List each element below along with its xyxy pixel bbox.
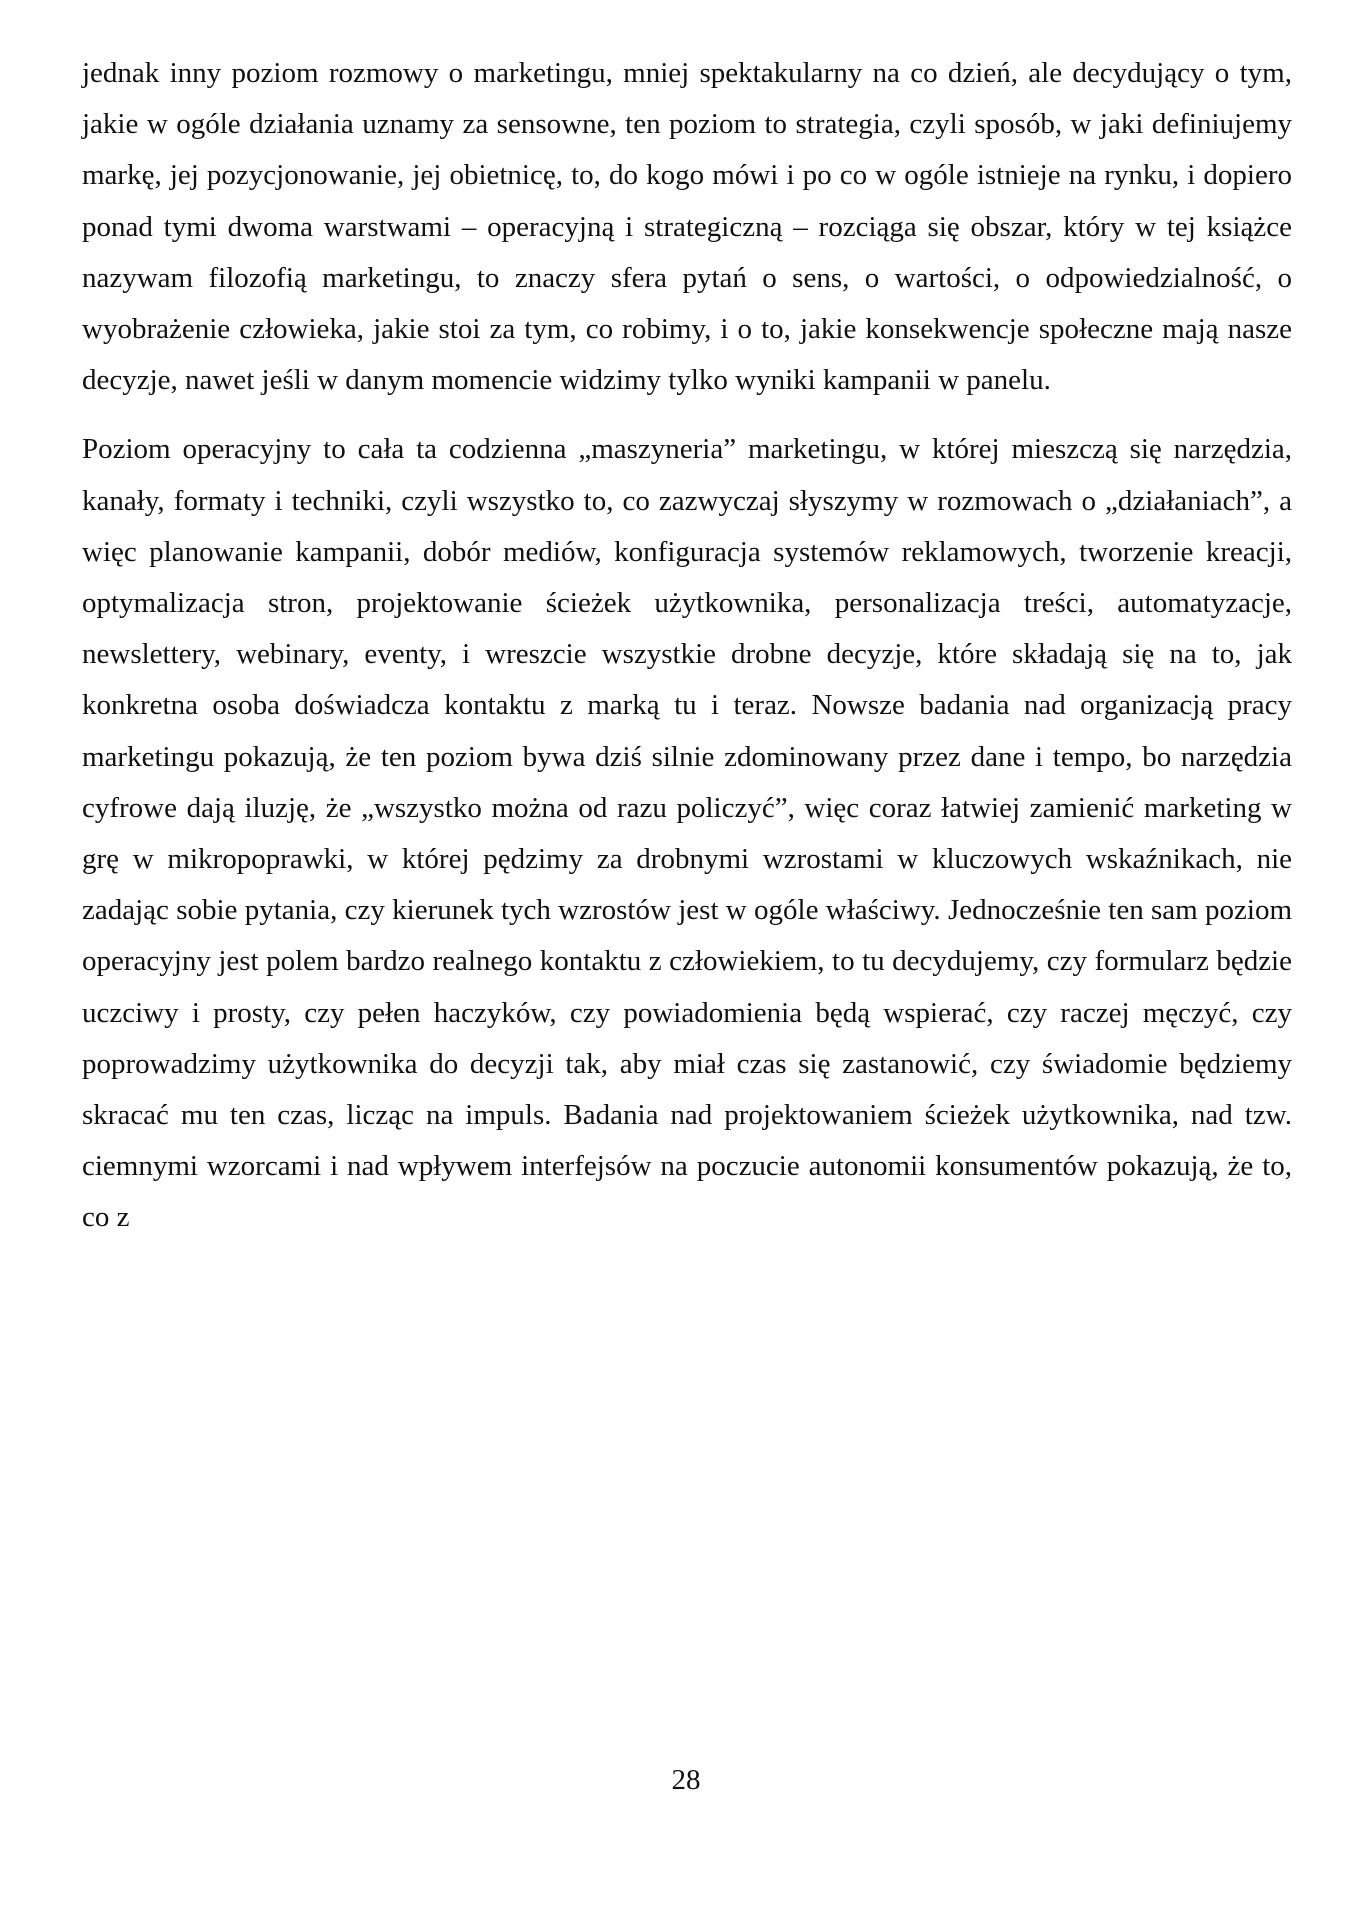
page-body [82,48,1292,1244]
paragraph-2: Poziom operacyjny to cała ta codzienna „maszyneria” marketingu, w której mieszczą się narzędzia, kanały, formaty i techniki, czyli wszystko to, co zazwyczaj słyszymy w rozmowach o „działaniach”, a więc planowanie kampanii, dobór mediów, konfiguracja systemów reklamowych, tworzenie kreacji, optymalizacja stron, projektowanie ścieżek użytkownika, personalizacja treści, automatyzacje, newslettery, webinary, eventy, i wreszcie wszystkie drobne decyzje, które składają się na to, jak konkretna osoba doświadcza kontaktu z marką tu i teraz. Nowsze badania nad organizacją pracy marketingu pokazują, że ten poziom bywa dziś silnie zdominowany przez dane i tempo, bo narzędzia cyfrowe dają iluzję, że „wszystko można od razu policzyć”, więc coraz łatwiej zamienić marketing w grę w mikropoprawki, w której pędzimy za drobnymi wzrostami w kluczowych wskaźnikach, nie zadając sobie pytania, czy kierunek tych wzrostów jest w ogóle właściwy. Jednocześnie ten sam poziom operacyjny jest polem bardzo realnego kontaktu z człowiekiem, to tu decydujemy, czy formularz będzie uczciwy i prosty, czy pełen haczyków, czy powiadomienia będą wspierać, czy raczej męczyć, czy poprowadzimy użytkownika do decyzji tak, aby miał czas się zastanowić, czy świadomie będziemy skracać mu ten czas, licząc na impuls. Badania nad projektowaniem ścieżek użytkownika, nad tzw. ciemnymi wzorcami i nad wpływem interfejsów na poczucie autonomii konsumentów pokazują, że to, co z [82,433,1292,1234]
page-number: 28 [671,1764,701,1796]
paragraph-1: jednak inny poziom rozmowy o marketingu, mniej spektakularny na co dzień, ale decydujący o tym, jakie w ogóle działania uznamy za sensowne, ten poziom to strategia, czyli sposób, w jaki definiujemy markę, jej pozycjonowanie, jej obietnicę, to, do kogo mówi i po co w ogóle istnieje na rynku, i dopiero ponad tymi dwoma warstwami – operacyjną i strategiczną – rozciąga się obszar, który w tej książce nazywam filozofią marketingu, to znaczy sfera pytań o sens, o wartości, o odpowiedzialność, o wyobrażenie człowieka, jakie stoi za tym, co robimy, i o to, jakie konsekwencje społeczne mają nasze decyzje, nawet jeśli w danym momencie widzimy tylko wyniki kampanii w panelu. [82,57,1292,397]
